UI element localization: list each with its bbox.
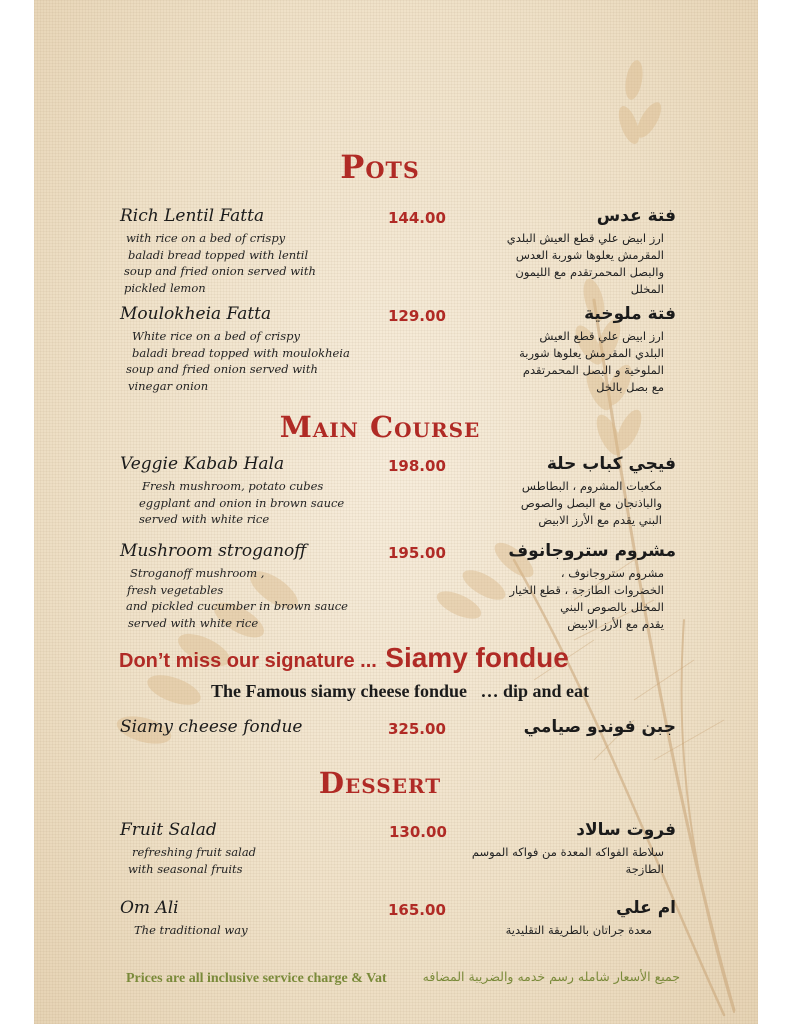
dish-name-en: Om Ali (120, 898, 179, 918)
dish-name-en: Fruit Salad (120, 820, 217, 840)
dish-name-ar: مشروم ستروجانوف (508, 541, 676, 561)
dish-name-ar: فروت سالاد (576, 820, 676, 840)
dish-name-ar: جبن فوندو صيامي (523, 717, 676, 737)
dish-price: 195.00 (388, 544, 446, 562)
dish-price: 144.00 (388, 209, 446, 227)
dish-name-en: Siamy cheese fondue (120, 717, 303, 737)
dish-description-en: Stroganoff mushroom , fresh vegetables and pickled cucumber in brown sauce served with white rice (126, 566, 348, 630)
dish-name-en: Rich Lentil Fatta (120, 206, 265, 226)
dish-price: 129.00 (388, 307, 446, 325)
signature-lead: Don’t miss our signature ... (119, 650, 377, 672)
section-title-pots: Pots (340, 148, 420, 186)
dish-name-en: Veggie Kabab Hala (120, 454, 285, 474)
dish-name-en: Mushroom stroganoff (120, 541, 307, 561)
signature-highlight: Siamy fondue (385, 642, 569, 673)
dish-price: 165.00 (388, 901, 446, 919)
footer-note-en: Prices are all inclusive service charge & Vat (126, 971, 387, 986)
dish-description-ar: مشروم ستروجانوف ، الخضروات الطازجة ، قطع الخيار المخلل بالصوص البني يقدم مع الأرز الابيض (509, 566, 664, 631)
dish-name-en: Moulokheia Fatta (120, 304, 272, 324)
dish-description-ar: مكعبات المشروم ، البطاطس والباذنجان مع البصل والصوص البني يقدم مع الأرز الابيض (520, 479, 662, 527)
signature-tagline: The Famous siamy cheese fondue … dip and eat (211, 681, 590, 701)
section-title-main-course: Main Course (279, 410, 481, 444)
dish-description-en: Fresh mushroom, potato cubes eggplant and onion in brown sauce served with white rice (139, 479, 345, 526)
signature-banner (119, 642, 569, 674)
dish-description-ar: سلاطة الفواكه المعدة من فواكه الموسم الطازجة (471, 845, 664, 876)
dish-description-en: The traditional way (134, 923, 248, 937)
dish-price: 198.00 (388, 457, 446, 475)
dish-name-ar: فتة عدس (596, 206, 676, 226)
section-title-dessert: Dessert (318, 766, 442, 800)
dish-name-ar: فيجي كباب حلة (546, 454, 676, 474)
dish-description-en: White rice on a bed of crispy baladi bread topped with moulokheia soup and fried onion served with vinegar onion (126, 329, 350, 393)
dish-description-ar: معدة جراتان بالطريقة التقليدية (505, 923, 652, 937)
menu-page (34, 0, 758, 1024)
dish-price: 130.00 (389, 823, 447, 841)
dish-description-ar: ارز ابيض علي قطع العيش البلدي المقرمش يعلوها شوربة العدس والبصل المحمرتقدم مع الليمون المخلل (506, 231, 664, 296)
dish-description-en: with rice on a bed of crispy baladi bread topped with lentil soup and fried onion served with pickled lemon (124, 231, 316, 295)
footer-note-ar: جميع الأسعار شامله رسم خدمه والضريبة المضافه (422, 969, 680, 984)
dish-description-en: refreshing fruit salad with seasonal fruits (128, 845, 257, 876)
dish-description-ar: ارز ابيض علي قطع العيش البلدي المقرمش يعلوها شوربة الملوخية و البصل المحمرتقدم مع بصل بالخل (519, 329, 664, 394)
dish-name-ar: فتة ملوخية (584, 304, 676, 324)
dish-price: 325.00 (388, 720, 446, 738)
dish-name-ar: ام علي (616, 898, 676, 918)
